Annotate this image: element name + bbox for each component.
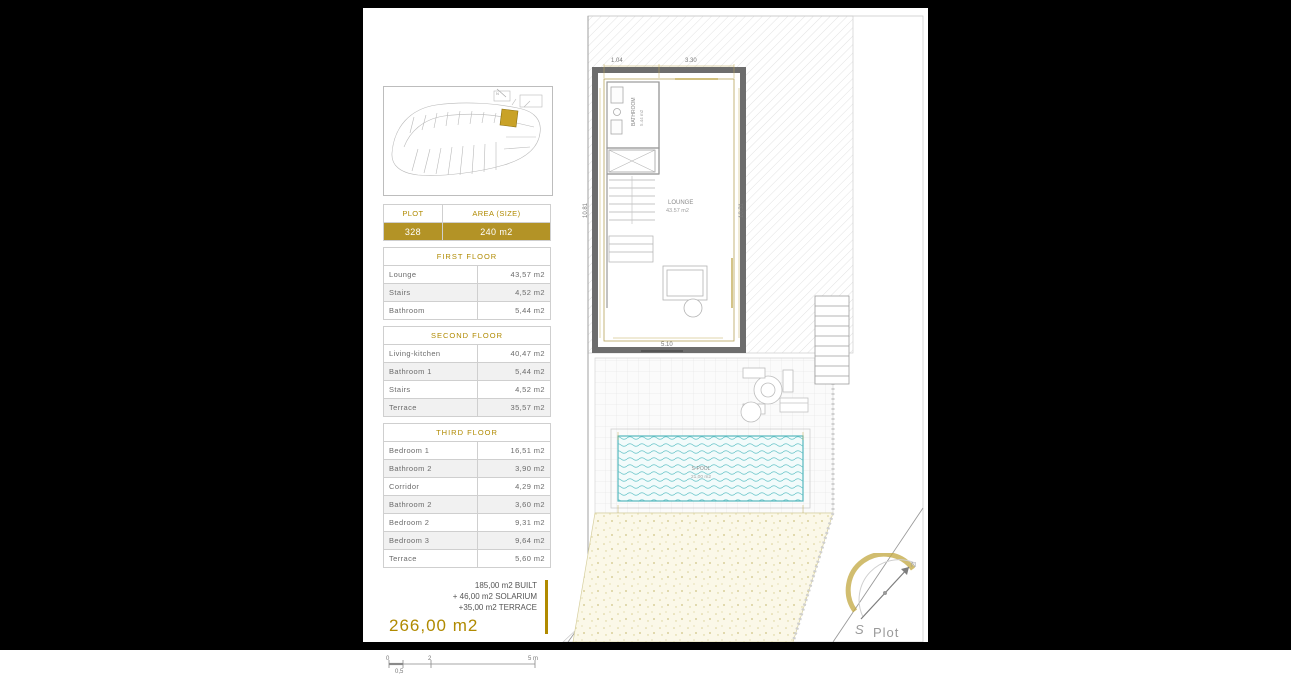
compass-rose bbox=[843, 553, 938, 633]
room-name: Lounge bbox=[384, 266, 478, 284]
room-area: 40,47 m2 bbox=[478, 345, 551, 363]
dim-bottom: 5.10 bbox=[661, 342, 673, 348]
label-pool-area: 21,00 m2 bbox=[690, 475, 712, 480]
room-name: Bathroom 2 bbox=[384, 496, 478, 514]
scale-bar bbox=[383, 656, 551, 678]
label-lounge-area: 43.57 m2 bbox=[666, 208, 689, 214]
room-area: 5,60 m2 bbox=[478, 550, 551, 568]
left-letterbox-bar bbox=[0, 0, 363, 650]
dim-top-left: 1.04 bbox=[611, 58, 623, 64]
dim-left: 10.81 bbox=[583, 202, 589, 218]
drawing-sheet bbox=[363, 8, 928, 675]
plot-number-value: 328 bbox=[384, 223, 443, 241]
scale-label-zero: 0 bbox=[386, 656, 390, 662]
compass-north-label: N bbox=[911, 562, 917, 569]
label-lounge: LOUNGE bbox=[668, 200, 694, 206]
room-area: 43,57 m2 bbox=[478, 266, 551, 284]
scale-label-five: 5 m bbox=[528, 656, 539, 662]
room-area: 4,52 m2 bbox=[478, 381, 551, 399]
totals-line-3: +35,00 m2 TERRACE bbox=[458, 603, 537, 612]
third-floor-title: THIRD FLOOR bbox=[384, 424, 551, 442]
label-pool: S-POOL bbox=[691, 466, 711, 472]
second-floor-title: SECOND FLOOR bbox=[384, 327, 551, 345]
label-bathroom-area: 5.44 m2 bbox=[639, 109, 644, 126]
room-name: Corridor bbox=[384, 478, 478, 496]
scale-label-two: 2 bbox=[428, 656, 432, 662]
room-name: Bedroom 1 bbox=[384, 442, 478, 460]
room-area: 5,44 m2 bbox=[478, 363, 551, 381]
first-floor-title: FIRST FLOOR bbox=[384, 248, 551, 266]
room-name: Stairs bbox=[384, 381, 478, 399]
totals-line-2: + 46,00 m2 SOLARIUM bbox=[452, 592, 537, 601]
room-area: 35,57 m2 bbox=[478, 399, 551, 417]
room-area: 4,29 m2 bbox=[478, 478, 551, 496]
room-name: Living-kitchen bbox=[384, 345, 478, 363]
room-area: 9,31 m2 bbox=[478, 514, 551, 532]
room-area: 5,44 m2 bbox=[478, 302, 551, 320]
room-area: 3,60 m2 bbox=[478, 496, 551, 514]
right-letterbox-bar bbox=[928, 0, 1291, 650]
plot-area-value: 240 m2 bbox=[442, 223, 550, 241]
compass-south-label: S bbox=[855, 622, 864, 637]
scale-label-half: 0,5 bbox=[395, 669, 404, 675]
plot-header-label: PLOT bbox=[384, 205, 443, 223]
room-name: Bathroom bbox=[384, 302, 478, 320]
grand-total: 266,00 m2 bbox=[389, 616, 479, 635]
compass-caption: Plot bbox=[873, 625, 900, 640]
room-name: Terrace bbox=[384, 550, 478, 568]
totals-line-1: 185,00 m2 BUILT bbox=[474, 581, 537, 590]
svg-text:N: N bbox=[496, 91, 499, 96]
room-name: Bedroom 3 bbox=[384, 532, 478, 550]
room-name: Terrace bbox=[384, 399, 478, 417]
room-area: 9,64 m2 bbox=[478, 532, 551, 550]
room-area: 16,51 m2 bbox=[478, 442, 551, 460]
label-bathroom: BATHROOM bbox=[631, 97, 637, 126]
room-area: 3,90 m2 bbox=[478, 460, 551, 478]
room-name: Bathroom 2 bbox=[384, 460, 478, 478]
dim-right: 10.31 bbox=[739, 202, 745, 218]
room-name: Bathroom 1 bbox=[384, 363, 478, 381]
room-name: Bedroom 2 bbox=[384, 514, 478, 532]
site-plan-drawing bbox=[363, 8, 928, 642]
room-name: Stairs bbox=[384, 284, 478, 302]
room-area: 4,52 m2 bbox=[478, 284, 551, 302]
dim-top-right: 3.30 bbox=[685, 58, 697, 64]
top-black-strip bbox=[363, 0, 928, 8]
area-header-label: AREA (SIZE) bbox=[442, 205, 550, 223]
